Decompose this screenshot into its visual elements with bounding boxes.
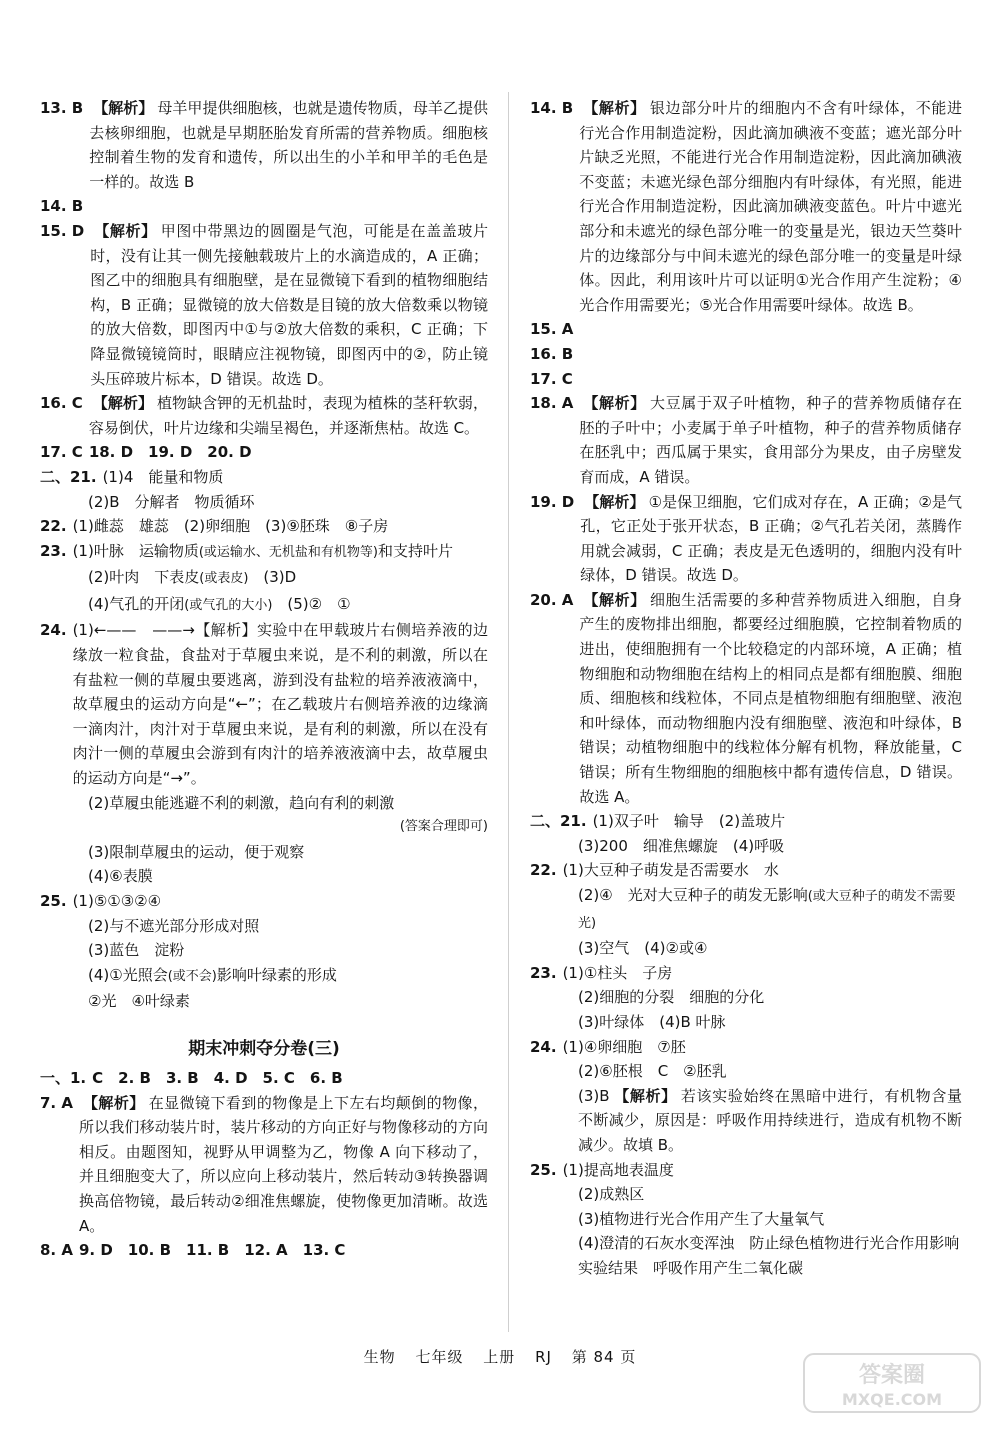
analysis-tag: 【解析】 bbox=[613, 1086, 677, 1105]
answer-7 bbox=[40, 1091, 488, 1239]
answer-16 bbox=[530, 342, 962, 367]
page-number: 第 84 页 bbox=[571, 1348, 637, 1366]
analysis-text: 在显微镜下看到的物像是上下左右均颠倒的物像，所以我们移动装片时，装片移动的方向正好与物像移动的方向相反。由题图知，视野从甲调整为乙，物像 A 向下移动了，并且细胞变大了，所以应向上移动装片，然后转动③转换器调换高倍物镜，最后转动②细准焦螺旋，使物像更加清晰。故选 A。 bbox=[78, 1093, 488, 1235]
analysis-text: 若该实验始终在黑暗中进行，有机物含量不断减少，原因是：呼吸作用持续进行，造成有机物不断减少。故填 B。 bbox=[578, 1086, 962, 1154]
footer-edition: RJ bbox=[535, 1348, 552, 1366]
answer-line: (2)细胞的分裂 细胞的分化 bbox=[578, 988, 765, 1007]
question-number: 20. A bbox=[530, 590, 574, 609]
question-number: 23. bbox=[40, 541, 67, 560]
answer-22 bbox=[40, 514, 488, 539]
question-number: 24. bbox=[40, 621, 67, 640]
question-number: 17. C bbox=[530, 369, 573, 388]
answer-line: (1)双子叶 输导 (2)盖玻片 bbox=[592, 812, 786, 831]
question-number: 二、21. bbox=[530, 812, 587, 831]
analysis-text: 银边部分叶片的细胞内不含有叶绿体，不能进行光合作用制造淀粉，因此滴加碘液不变蓝；遮光部分叶片缺乏光照，不能进行光合作用制造淀粉，因此滴加碘液不变蓝；未遮光绿色部分细胞内有叶绿体，有光照，能进行光合作用制造淀粉，因此滴加碘液变蓝色。叶片中遮光部分和未遮光的绿色部分唯一的变量是光，银边天竺葵叶片的边缘部分与中间未遮光的绿色部分唯一的变量是叶绿体。因此，利用该叶片可以证明①光合作用产生淀粉；④光合作用需要光；⑤光合作用需要叶绿体。故选 B。 bbox=[579, 99, 962, 314]
analysis-tag: 【解析】 bbox=[93, 99, 154, 117]
question-number: 8. A bbox=[40, 1241, 73, 1260]
question-number: 二、21. bbox=[40, 467, 97, 486]
answer-line bbox=[40, 565, 488, 592]
answer-line: (1)⑤①③②④ bbox=[72, 892, 162, 910]
answer-line: (1)提高地表温度 bbox=[562, 1160, 674, 1179]
answer-text: 9. D 10. B 11. B 12. A 13. C bbox=[78, 1241, 346, 1260]
answer-note: (答案合理即可) bbox=[399, 819, 488, 835]
answer-24 bbox=[530, 1035, 962, 1060]
answer-line: (3)植物进行光合作用产生了大量氧气 bbox=[578, 1209, 825, 1228]
answer-line: (3)蓝色 淀粉 bbox=[88, 941, 185, 960]
answer-line: (4)⑥表膜 bbox=[88, 867, 153, 886]
answer-22 bbox=[530, 858, 962, 883]
answer-24 bbox=[40, 618, 488, 790]
answer-note: (或运输水、无机盐和有机物等) bbox=[198, 544, 378, 560]
answer-note: (或大豆种子的萌发不需要光) bbox=[578, 889, 956, 931]
answer-note: (或不会) bbox=[167, 968, 217, 984]
answer-14 bbox=[40, 194, 488, 219]
analysis-text: 母羊甲提供细胞核，也就是遗传物质，母羊乙提供去核卵细胞，也就是早期胚胎发育所需的营养物质。细胞核控制着生物的发育和遗传，所以出生的小羊和甲羊的毛色是一样的。故选 B bbox=[89, 99, 488, 191]
answer-21 bbox=[530, 809, 962, 834]
answer-line: (2)草履虫能逃避不利的刺激，趋向有利的刺激 bbox=[88, 793, 395, 812]
answer-line: (1)①柱头 子房 bbox=[562, 963, 673, 982]
column-divider bbox=[508, 92, 509, 1332]
question-number: 15. A bbox=[530, 320, 574, 339]
question-number: 24. bbox=[530, 1037, 557, 1056]
question-number: 14. B bbox=[530, 99, 574, 117]
answer-20 bbox=[530, 588, 962, 809]
analysis-text: 植物缺含钾的无机盐时，表现为植株的茎秆软弱，容易倒伏，叶片边缘和尖端呈褐色，并逐渐焦枯。故选 C。 bbox=[88, 394, 488, 437]
answer-25 bbox=[530, 1158, 962, 1183]
analysis-tag: 【解析】 bbox=[583, 99, 646, 117]
question-number: 25. bbox=[40, 892, 67, 910]
answer-line: (3)叶绿体 (4)B 叶脉 bbox=[578, 1012, 726, 1031]
answer-text: (4)气孔的开闭 bbox=[88, 594, 185, 613]
answer-line: (3)限制草履虫的运动，便于观察 bbox=[88, 842, 305, 861]
watermark-logo bbox=[802, 1352, 982, 1414]
question-number: 13. B bbox=[40, 99, 84, 117]
answer-line bbox=[530, 883, 962, 936]
answer-line: ②光 ④叶绿素 bbox=[88, 992, 190, 1011]
answer-line: (2)与不遮光部分形成对照 bbox=[88, 916, 260, 935]
analysis-tag: 【解析】 bbox=[584, 492, 645, 511]
question-number: 一、1. bbox=[40, 1068, 87, 1087]
section-title: 期末冲刺夺分卷(三) bbox=[188, 1038, 340, 1059]
answer-line: (1)4 能量和物质 bbox=[102, 467, 224, 486]
answer-text: 18. D 19. D 20. D bbox=[88, 443, 252, 462]
answer-19 bbox=[530, 490, 962, 588]
answer-text: 影响叶绿素的形成 bbox=[216, 965, 337, 984]
answer-note: (或气孔的大小) bbox=[184, 597, 273, 613]
answer-text: (3)B bbox=[578, 1086, 610, 1105]
answer-23 bbox=[40, 539, 488, 566]
answer-line: (3)空气 (4)②或④ bbox=[578, 939, 708, 958]
answer-8-13 bbox=[40, 1238, 488, 1263]
answer-line: (1)大豆种子萌发是否需要水 水 bbox=[562, 861, 779, 880]
analysis-text: 大豆属于双子叶植物，种子的营养物质储存在胚的子叶中；小麦属于单子叶植物，种子的营养物质储存在胚乳中；西瓜属于果实，食用部分为果皮，由子房壁发育而成，A 错误。 bbox=[579, 394, 962, 486]
question-number: 19. D bbox=[530, 492, 575, 511]
answer-1-6 bbox=[40, 1066, 488, 1091]
analysis-text: ①是保卫细胞，它们成对存在，A 正确；②是气孔，它正处于张开状态，B 正确；②气孔若关闭，蒸腾作用就会减弱，C 正确；表皮是无色透明的，细胞内没有叶绿体，D 错误。故选 D。 bbox=[580, 492, 962, 585]
question-number: 17. C bbox=[40, 443, 83, 462]
analysis-tag: 【解析】 bbox=[82, 1093, 145, 1112]
footer-subject: 生物 bbox=[363, 1348, 396, 1366]
analysis-tag: 【解析】 bbox=[94, 221, 157, 240]
answer-note: (或表皮) bbox=[199, 571, 249, 587]
left-column bbox=[40, 96, 488, 1263]
footer-grade: 七年级 bbox=[415, 1348, 464, 1366]
analysis-tag: 【解析】 bbox=[583, 394, 646, 413]
analysis-text: 细胞生活需要的多种营养物质进入细胞，自身产生的废物排出细胞，都要经过细胞膜，它控制着物质的进出，使细胞拥有一个比较稳定的内部环境，A 正确；植物细胞和动物细胞在结构上的相同点是都有细胞膜、细胞质、细胞核和线粒体，不同点是植物细胞有细胞壁、液泡和叶绿体，而动物细胞内没有细胞壁、液泡和叶绿体，B 错误；动植物细胞中的线粒体分解有机物，释放能量，C 错误；所有生物细胞的细胞核中都有遗传信息，D 错误。故选 A。 bbox=[579, 590, 962, 806]
analysis-text: 甲图中带黑边的圆圈是气泡，可能是在盖盖玻片时，没有让其一侧先接触载玻片上的水滴造成的，A 正确；图乙中的细胞具有细胞壁，是在显微镜下看到的植物细胞结构，B 正确；显微镜的放大倍数是目镜的放大倍数乘以物镜的放大倍数，即图丙中①与②放大倍数的乘积，C 正确；下降显微镜镜筒时，眼睛应注视物镜，即图丙中的②，防止镜头压碎玻片标本，D 错误。故选 D。 bbox=[90, 221, 488, 388]
question-number: 22. bbox=[40, 517, 67, 536]
answer-18 bbox=[530, 391, 962, 489]
answer-16 bbox=[40, 391, 488, 440]
analysis-tag: 【解析】 bbox=[92, 394, 153, 413]
question-number: 16. B bbox=[530, 344, 574, 363]
answer-line bbox=[40, 592, 488, 619]
answer-line: (1)雌蕊 雄蕊 (2)卵细胞 (3)⑨胚珠 ⑧子房 bbox=[72, 517, 389, 536]
question-number: 14. B bbox=[40, 197, 84, 216]
answer-21 bbox=[40, 465, 488, 490]
answer-17 bbox=[530, 367, 962, 392]
answer-line: (2)B 分解者 物质循环 bbox=[88, 492, 255, 511]
answer-text: (3)D bbox=[248, 568, 297, 587]
answer-line: (2)成熟区 bbox=[578, 1185, 645, 1204]
answer-line bbox=[40, 963, 488, 990]
answer-line: (3)200 细准焦螺旋 (4)呼吸 bbox=[578, 836, 785, 855]
analysis-tag: 【解析】 bbox=[583, 590, 646, 609]
answer-15 bbox=[40, 219, 488, 391]
answer-line bbox=[530, 1084, 962, 1158]
answer-line: 和支持叶片 bbox=[377, 541, 453, 560]
question-number: 15. D bbox=[40, 221, 85, 240]
question-number: 22. bbox=[530, 861, 557, 880]
question-number: 18. A bbox=[530, 394, 574, 413]
watermark-text: 答案圈 bbox=[858, 1363, 926, 1388]
answer-23 bbox=[530, 961, 962, 986]
question-number: 25. bbox=[530, 1160, 557, 1179]
answer-15 bbox=[530, 317, 962, 342]
answer-line: (1)④卵细胞 ⑦胚 bbox=[562, 1037, 686, 1056]
analysis-text: (1)←—— ——→【解析】实验中在甲载玻片右侧培养液的边缘放一粒食盐，食盐对于草履虫来说，是不利的刺激，所以在有盐粒一侧的草履虫要逃离，游到没有盐粒的培养液液滴中，故草履虫的运动方向是“←”；在乙载玻片右侧培养液的边缘滴一滴肉汁，肉汁对于草履虫来说，是有利的刺激，所以在没有肉汁一侧的草履虫会游到有肉汁的培养液液滴中去，故草履虫的运动方向是“→”。 bbox=[72, 621, 488, 788]
answer-13 bbox=[40, 96, 488, 194]
answer-text: (2)④ 光对大豆种子的萌发无影响 bbox=[578, 886, 808, 904]
answer-text: (4)①光照会 bbox=[88, 965, 168, 984]
answer-17-20 bbox=[40, 440, 488, 465]
answer-text: (5)② ① bbox=[272, 594, 351, 613]
question-number: 7. A bbox=[40, 1093, 73, 1112]
answer-line: (4)澄清的石灰水变浑浊 防止绿色植物进行光合作用影响实验结果 呼吸作用产生二氧化碳 bbox=[578, 1234, 960, 1277]
answer-25 bbox=[40, 889, 488, 914]
right-column bbox=[530, 96, 962, 1281]
answer-14 bbox=[530, 96, 962, 317]
footer-volume: 上册 bbox=[483, 1348, 516, 1366]
answer-text: (2)叶肉 下表皮 bbox=[88, 568, 200, 587]
question-number: 23. bbox=[530, 963, 557, 982]
question-number: 16. C bbox=[40, 394, 83, 413]
answer-line: (2)⑥胚根 C ②胚乳 bbox=[578, 1062, 727, 1081]
answer-line: (1)叶脉 运输物质 bbox=[72, 541, 199, 560]
watermark-url: MXQE.COM bbox=[841, 1390, 943, 1409]
answer-text: C 2. B 3. B 4. D 5. C 6. B bbox=[92, 1068, 343, 1087]
